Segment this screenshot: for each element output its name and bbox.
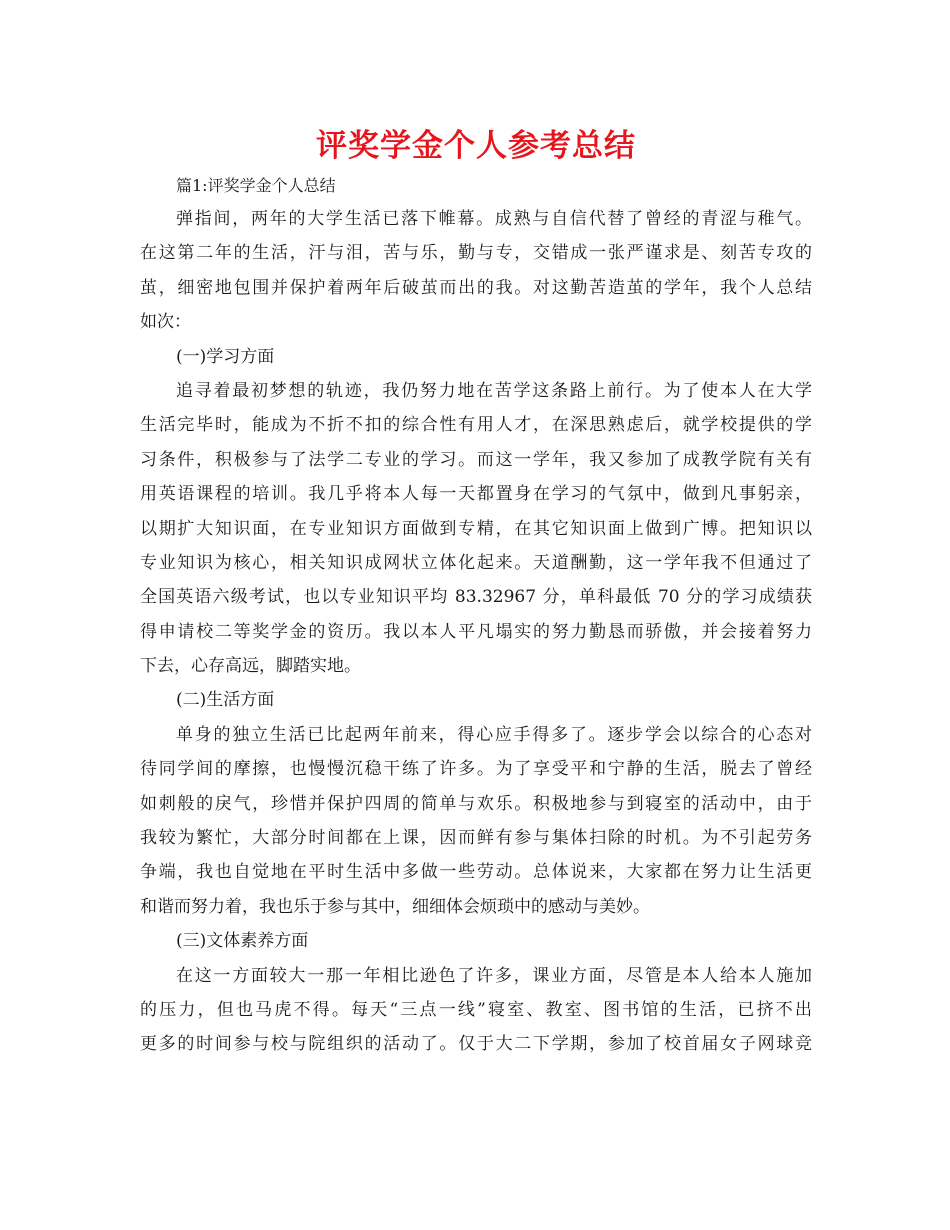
body-text-line: 和谐而努力着，我也乐于参与其中，细细体会烦琐中的感动与美妙。	[140, 896, 650, 917]
document-body	[140, 170, 812, 1062]
body-text-line: 在这一方面较大一那一年相比逊色了许多，课业方面，尽管是本人给本人施加	[176, 965, 812, 986]
body-text-line: 茧，细密地包围并保护着两年后破茧而出的我。对这勤苦造茧的学年，我个人总结	[140, 277, 812, 298]
document-title: 评奖学金个人参考总结	[316, 128, 636, 164]
body-text-line: 追寻着最初梦想的轨迹，我仍努力地在苦学这条路上前行。为了使本人在大学	[176, 380, 812, 401]
body-text-line: 更多的时间参与校与院组织的活动了。仅于大二下学期，参加了校首届女子网球竞	[140, 1034, 812, 1055]
body-text-line: (三)文体素养方面	[176, 931, 309, 952]
body-text-line: 下去，心存高远，脚踏实地。	[140, 656, 361, 677]
body-text-line: 弹指间，两年的大学生活已落下帷幕。成熟与自信代替了曾经的青涩与稚气。	[176, 209, 812, 229]
body-text-line: 待同学间的摩擦，也慢慢沉稳干练了许多。为了享受平和宁静的生活，脱去了曾经	[140, 759, 812, 780]
body-text-line: 我较为繁忙，大部分时间都在上课，因而鲜有参与集体扫除的时机。为不引起劳务	[140, 828, 812, 849]
body-text-line: 专业知识为核心，相关知识成网状立体化起来。天道酬勤，这一学年我不但通过了	[140, 552, 812, 573]
document-page	[140, 122, 812, 1062]
body-text-line: 如次：	[140, 312, 191, 333]
body-text-line: 争端，我也自觉地在平时生活中多做一些劳动。总体说来，大家都在努力让生活更	[140, 862, 812, 883]
body-text-line: 在这第二年的生活，汗与泪，苦与乐，勤与专，交错成一张严谨求是、刻苦专攻的	[140, 243, 812, 264]
body-text-line: 全国英语六级考试，也以专业知识平均 83.32967 分，单科最低 70 分的学习成绩获	[140, 587, 812, 608]
body-text-line: 用英语课程的培训。我几乎将本人每一天都置身在学习的气氛中，做到凡事躬亲，	[140, 484, 812, 505]
body-text-line: 的压力，但也马虎不得。每天“三点一线”寝室、教室、图书馆的生活，已挤不出	[140, 999, 812, 1020]
body-text-line: 得申请校二等奖学金的资历。我以本人平凡塌实的努力勤恳而骄傲，并会接着努力	[140, 621, 812, 642]
body-text-line: (二)生活方面	[176, 690, 275, 711]
body-text-line: 以期扩大知识面，在专业知识方面做到专精，在其它知识面上做到广博。把知识以	[140, 518, 812, 539]
body-text-line: 单身的独立生活已比起两年前来，得心应手得多了。逐步学会以综合的心态对	[176, 724, 812, 745]
body-text-line: 生活完毕时，能成为不折不扣的综合性有用人才，在深思熟虑后，就学校提供的学	[140, 415, 812, 436]
body-text-line: (一)学习方面	[176, 346, 275, 367]
body-text-line: 如刺般的戾气，珍惜并保护四周的简单与欢乐。积极地参与到寝室的活动中，由于	[140, 793, 812, 814]
body-text-line: 篇1:评奖学金个人总结	[176, 176, 336, 195]
body-text-line: 习条件，积极参与了法学二专业的学习。而这一学年，我又参加了成教学院有关有	[140, 449, 812, 470]
